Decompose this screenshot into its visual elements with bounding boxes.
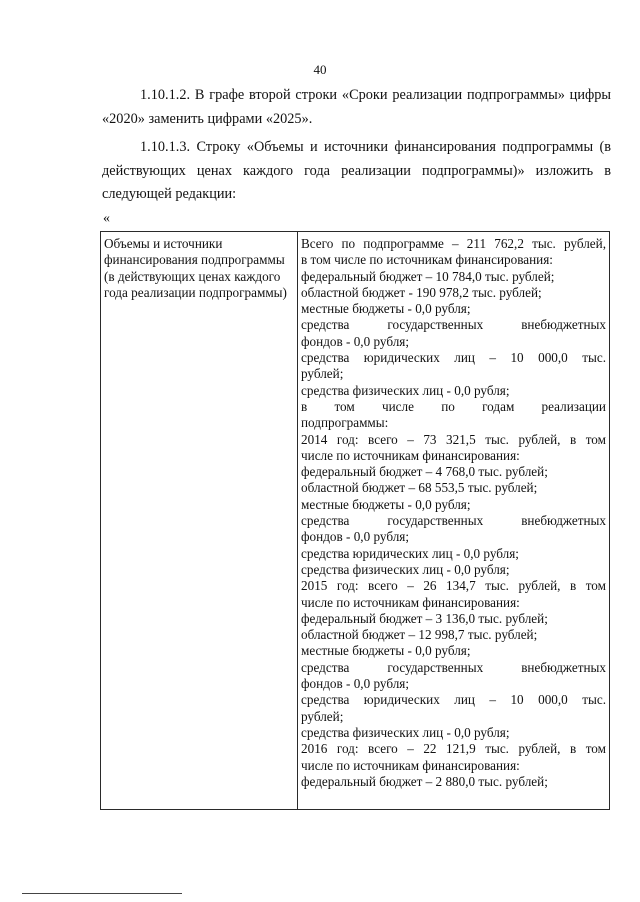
funding-line: рублей; xyxy=(301,366,344,382)
funding-line: областной бюджет – 68 553,5 тыс. рублей; xyxy=(301,480,538,496)
funding-line: средства юридических лиц – 10 000,0 тыс. xyxy=(301,692,606,708)
funding-label: Объемы и источники финансирования подпрограммы (в действующих ценах каждого года реализации подпрограммы) xyxy=(104,236,287,300)
funding-line: фондов - 0,0 рубля; xyxy=(301,333,410,349)
funding-line: средства государственных внебюджетных xyxy=(301,317,606,333)
funding-line: 2014 год: всего – 73 321,5 тыс. рублей, в том xyxy=(301,431,606,447)
funding-line: подпрограммы: xyxy=(301,415,389,431)
funding-line: средства государственных внебюджетных xyxy=(301,659,606,675)
funding-line: средства физических лиц - 0,0 рубля; xyxy=(301,382,510,398)
funding-line: областной бюджет – 12 998,7 тыс. рублей; xyxy=(301,627,538,643)
funding-table xyxy=(100,231,610,810)
funding-line: местные бюджеты - 0,0 рубля; xyxy=(301,496,471,512)
funding-line: рублей; xyxy=(301,708,344,724)
funding-line: местные бюджеты - 0,0 рубля; xyxy=(301,301,471,317)
funding-line: федеральный бюджет – 2 880,0 тыс. рублей; xyxy=(301,773,548,789)
funding-line: областной бюджет - 190 978,2 тыс. рублей; xyxy=(301,284,542,300)
funding-line: средства юридических лиц – 10 000,0 тыс. xyxy=(301,350,606,366)
funding-line: средства государственных внебюджетных xyxy=(301,513,606,529)
funding-line: 2015 год: всего – 26 134,7 тыс. рублей, в том xyxy=(301,578,606,594)
funding-line: средства физических лиц - 0,0 рубля; xyxy=(301,724,510,740)
page-number: 40 xyxy=(313,62,327,77)
funding-line: местные бюджеты - 0,0 рубля; xyxy=(301,643,471,659)
funding-table-row xyxy=(101,232,610,810)
funding-line: средства физических лиц - 0,0 рубля; xyxy=(301,561,510,577)
footer-divider xyxy=(22,893,182,894)
amendment-paragraph-1: 1.10.1.2. В графе второй строки «Сроки реализации подпрограммы» цифры «2020» заменить цифрами «2025». xyxy=(102,87,611,127)
opening-quote-mark: « xyxy=(103,211,110,226)
funding-line: фондов - 0,0 рубля; xyxy=(301,529,410,545)
funding-line: Всего по подпрограмме – 211 762,2 тыс. рублей, xyxy=(301,236,606,251)
funding-line: федеральный бюджет – 4 768,0 тыс. рублей; xyxy=(301,464,548,480)
amendment-paragraph-2: 1.10.1.3. Строку «Объемы и источники финансирования подпрограммы (в действующих ценах каждого года реализации подпрограммы)» изложить в следующей редакции: xyxy=(102,139,611,202)
funding-line: в том числе по источникам финансирования: xyxy=(301,252,553,268)
funding-details-cell xyxy=(298,232,610,810)
funding-line: числе по источникам финансирования: xyxy=(301,594,520,610)
funding-line: 2016 год: всего – 22 121,9 тыс. рублей, в том xyxy=(301,741,606,757)
funding-line: числе по источникам финансирования: xyxy=(301,447,520,463)
funding-line: числе по источникам финансирования: xyxy=(301,757,520,773)
funding-line: федеральный бюджет – 10 784,0 тыс. рублей; xyxy=(301,268,555,284)
funding-line: фондов - 0,0 рубля; xyxy=(301,676,410,692)
funding-label-cell xyxy=(101,232,298,810)
funding-line: средства юридических лиц - 0,0 рубля; xyxy=(301,545,519,561)
funding-line: федеральный бюджет – 3 136,0 тыс. рублей; xyxy=(301,610,548,626)
funding-line: в том числе по годам реализации xyxy=(301,398,606,414)
